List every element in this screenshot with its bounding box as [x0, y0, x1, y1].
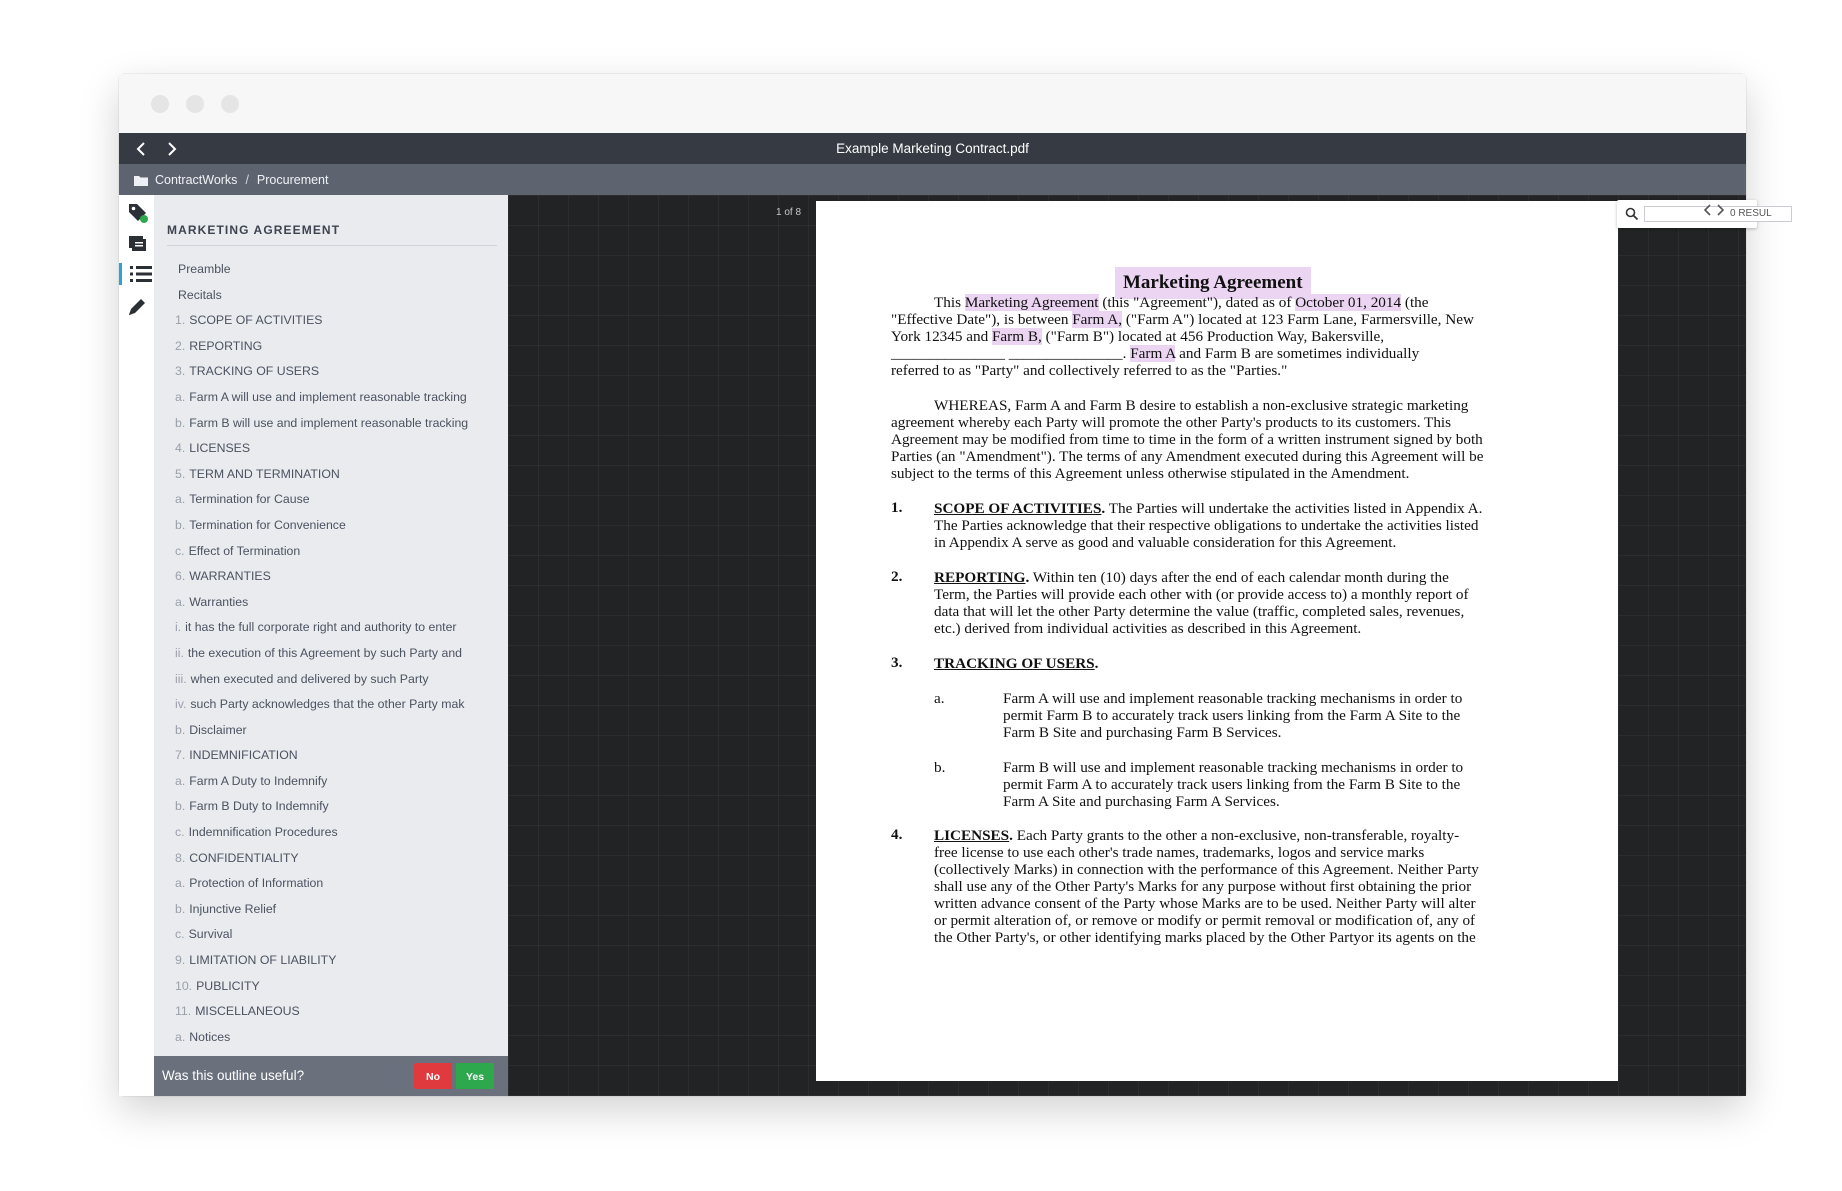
text-run: referred to as "Party" and collectively referred to as the "Parties." [891, 362, 1288, 379]
section-line: data that will let the other Party determine the value (traffic, completed sales, revenues, [934, 603, 1465, 620]
section-title-period: . [1101, 500, 1106, 517]
outline-item[interactable] [154, 794, 508, 820]
outline-item-label: Termination for Convenience [189, 517, 346, 532]
minimize-traffic-light[interactable] [186, 95, 204, 113]
feedback-no-button[interactable]: No [414, 1063, 452, 1089]
document-title: Example Marketing Contract.pdf [836, 141, 1029, 156]
outline-item[interactable] [154, 334, 508, 360]
outline-list-icon[interactable] [119, 263, 151, 285]
outline-item-label: TERM AND TERMINATION [189, 466, 340, 481]
outline-item[interactable] [154, 411, 508, 437]
outline-item[interactable] [154, 1025, 508, 1051]
section-line [934, 568, 1449, 588]
outline-item-label: Farm B Duty to Indemnify [189, 799, 329, 814]
outline-item-number: c. [175, 543, 185, 558]
outline-item-number: 3. [175, 364, 186, 379]
recitals-line: Parties (an "Amendment"). The terms of any Amendment executed during this Agreement will be [891, 448, 1484, 465]
section-line: etc.) derived from individual activities as described in this Agreement. [934, 620, 1362, 637]
outline-item[interactable] [154, 769, 508, 795]
recitals-line: WHEREAS, Farm A and Farm B desire to establish a non-exclusive strategic marketing [934, 397, 1469, 414]
section-line [934, 654, 1098, 674]
text-run: _______________ _______________. [891, 345, 1131, 362]
outline-item-label: Warranties [189, 594, 249, 609]
outline-item-label: Indemnification Procedures [188, 825, 338, 840]
subsection-letter: b. [934, 759, 946, 776]
text-run: This [934, 294, 965, 311]
outline-item-number: a. [175, 773, 186, 788]
outline-item-label: CONFIDENTIALITY [189, 850, 299, 865]
outline-item[interactable] [154, 257, 508, 283]
outline-item-number: 9. [175, 953, 186, 968]
section-line: written advance consent of the Party whose Marks are to be used. Neither Party will alter [934, 895, 1476, 912]
search-icon [1625, 207, 1639, 221]
outline-item-number: 6. [175, 569, 186, 584]
subsection-line: permit Farm A to accurately track users linking from the Farm B Site to the [1003, 776, 1461, 793]
pen-edit-icon[interactable] [126, 296, 148, 318]
outline-item-number: 11. [175, 1004, 192, 1019]
section-title: REPORTING [934, 569, 1026, 586]
feedback-question: Was this outline useful? [162, 1068, 305, 1083]
zoom-traffic-light[interactable] [221, 95, 239, 113]
outline-item[interactable] [154, 948, 508, 974]
outline-item-number: b. [175, 901, 186, 916]
outline-item-label: such Party acknowledges that the other Party mak [190, 697, 465, 712]
outline-item[interactable] [154, 615, 508, 641]
outline-item-label: Protection of Information [189, 876, 324, 891]
outline-item[interactable] [154, 359, 508, 385]
document-viewer [508, 195, 1772, 1096]
outline-item[interactable] [154, 462, 508, 488]
outline-item-label: Preamble [178, 262, 231, 276]
highlighted-term[interactable]: October 01, 2014 [1295, 294, 1402, 311]
outline-item-number: 7. [175, 748, 186, 763]
outline-item-number: b. [175, 415, 186, 430]
outline-item[interactable] [154, 922, 508, 948]
outline-item-label: when executed and delivered by such Party [190, 671, 429, 686]
section-number: 3. [891, 654, 903, 671]
outline-item-label: Disclaimer [189, 722, 247, 737]
outline-item-label: PUBLICITY [196, 978, 260, 993]
close-traffic-light[interactable] [151, 95, 169, 113]
text-run: and Farm B are sometimes individually [1175, 345, 1420, 362]
outline-item-label: LIMITATION OF LIABILITY [189, 953, 337, 968]
search-prev-icon[interactable] [1703, 203, 1713, 220]
outline-item-number: c. [175, 825, 185, 840]
outline-item-number: a. [175, 876, 186, 891]
outline-item-label: TRACKING OF USERS [189, 364, 320, 379]
outline-feedback-bar [154, 1056, 508, 1096]
outline-item-label: it has the full corporate right and authority to enter [185, 620, 457, 635]
outline-item-number: iv. [175, 697, 187, 712]
outline-panel [154, 195, 508, 1096]
breadcrumb-item-current[interactable]: Procurement [256, 173, 329, 187]
outline-item-label: LICENSES [189, 441, 251, 456]
outline-title: MARKETING AGREEMENT [167, 223, 497, 246]
outline-item[interactable] [154, 385, 508, 411]
outline-item-number: 4. [175, 441, 186, 456]
section-title: LICENSES [934, 827, 1010, 844]
subsection-line: Farm B Site and purchasing Farm B Services. [1003, 724, 1282, 741]
folder-icon [133, 174, 149, 187]
outline-item[interactable] [154, 871, 508, 897]
section-line [934, 826, 1459, 846]
outline-item-label: the execution of this Agreement by such Party and [187, 645, 463, 660]
outline-item-number: c. [175, 927, 185, 942]
outline-item-label: MISCELLANEOUS [195, 1004, 300, 1019]
feedback-yes-button[interactable]: Yes [456, 1063, 494, 1089]
outline-item-number: a. [175, 492, 186, 507]
section-line: in Appendix A serve as good and valuable consideration for this Agreement. [934, 534, 1397, 551]
outline-item[interactable] [154, 667, 508, 693]
outline-item[interactable] [154, 820, 508, 846]
outline-item[interactable] [154, 590, 508, 616]
outline-item-label: Injunctive Relief [189, 901, 277, 916]
breadcrumb-separator: / [245, 173, 249, 187]
document-heading: Marketing Agreement [1115, 267, 1311, 299]
section-number: 1. [891, 499, 903, 516]
section-title: TRACKING OF USERS [934, 655, 1095, 672]
outline-item-label: WARRANTIES [189, 569, 271, 584]
outline-item-number: b. [175, 799, 186, 814]
recitals-line: agreement whereby each Party will promote the other Party's products to its customers. This [891, 414, 1452, 431]
highlighted-term[interactable]: Farm A, [1072, 311, 1123, 328]
subsection-line: Farm A Site and purchasing Farm A Services. [1003, 793, 1280, 810]
outline-item-number: b. [175, 517, 186, 532]
outline-item[interactable] [154, 641, 508, 667]
section-line [934, 499, 1482, 519]
outline-item-number: a. [175, 1029, 186, 1044]
outline-item-label: Farm B will use and implement reasonable tracking [189, 415, 469, 430]
outline-item[interactable] [154, 974, 508, 1000]
section-title-period: . [1094, 655, 1099, 672]
outline-item-number: a. [175, 389, 186, 404]
outline-item[interactable] [154, 513, 508, 539]
outline-list [154, 257, 508, 1076]
outline-item-number: 10. [175, 978, 193, 993]
section-line: (collectively Marks) in connection with the performance of this Agreement. Neither Party [934, 861, 1479, 878]
subsection-line: Farm A will use and implement reasonable tracking mechanisms in order to [1003, 690, 1463, 707]
subsection-line: Farm B will use and implement reasonable tracking mechanisms in order to [1003, 759, 1464, 776]
section-title: SCOPE OF ACTIVITIES [934, 500, 1102, 517]
outline-item-label: Termination for Cause [189, 492, 310, 507]
outline-item[interactable] [154, 718, 508, 744]
text-run: Within ten (10) days after the end of each calendar month during the [1029, 569, 1449, 586]
outline-item[interactable] [154, 743, 508, 769]
outline-item[interactable] [154, 308, 508, 334]
text-run: (this "Agreement"), dated as of [1098, 294, 1296, 311]
text-run: The Parties will undertake the activities listed in Appendix A. [1105, 500, 1483, 517]
outline-item[interactable] [154, 999, 508, 1025]
section-title-period: . [1025, 569, 1030, 586]
tags-icon[interactable] [126, 201, 148, 223]
text-run: York 12345 and [891, 328, 992, 345]
outline-item-number: 1. [175, 313, 186, 328]
section-line: or permit alteration of, or remove or modify or permit removal or modification of, any of [934, 912, 1476, 929]
outline-item-label: Farm A Duty to Indemnify [189, 773, 328, 788]
outline-item-number: 5. [175, 466, 186, 481]
section-line: the Other Party's, or other identifying marks placed by the Other Partyor its agents on the [934, 929, 1476, 946]
subsection-letter: a. [934, 690, 945, 707]
outline-item-label: REPORTING [189, 338, 263, 353]
outline-item[interactable] [154, 436, 508, 462]
documents-stack-icon[interactable] [126, 232, 148, 254]
section-line: The Parties acknowledge that their respective obligations to undertake the activities listed [934, 517, 1479, 534]
outline-item[interactable] [154, 897, 508, 923]
outline-item-number: ii. [175, 645, 184, 660]
outline-item[interactable] [154, 539, 508, 565]
tool-icon-bar [119, 195, 155, 1096]
text-run: ("Farm A") located at 123 Farm Lane, Farmersville, New [1122, 311, 1474, 328]
recitals-line: subject to the terms of this Agreement unless otherwise stipulated in the Amendment. [891, 465, 1410, 482]
section-title-period: . [1009, 827, 1013, 844]
outline-item-number: 2. [175, 338, 186, 353]
pdf-page [816, 201, 1618, 1081]
text-run: ("Farm B") located at 456 Production Way, Bakersville, [1041, 328, 1385, 345]
outline-item-label: Notices [189, 1029, 231, 1044]
preamble-line [891, 361, 1287, 381]
outline-item-number: i. [175, 620, 182, 635]
search-results-count: 0 RESUL [1730, 208, 1772, 219]
section-line: Term, the Parties will provide each other with (or provide access to) a monthly report of [934, 586, 1469, 603]
outline-item[interactable] [154, 283, 508, 309]
outline-item-number: iii. [175, 671, 187, 686]
outline-item[interactable] [154, 487, 508, 513]
outline-item[interactable] [154, 846, 508, 872]
breadcrumb [119, 164, 1746, 195]
search-next-icon[interactable] [1715, 203, 1725, 220]
outline-item-label: Farm A will use and implement reasonable tracking [189, 389, 467, 404]
outline-item[interactable] [154, 564, 508, 590]
highlighted-term[interactable]: Farm B, [991, 328, 1042, 345]
outline-item-label: Recitals [178, 287, 222, 302]
app-window [119, 74, 1772, 1096]
title-bar [119, 133, 1746, 164]
text-run: Each Party grants to the other a non-exclusive, non-transferable, royalty- [1012, 827, 1460, 844]
section-line: free license to use each other's trade names, trademarks, logos and service marks [934, 844, 1425, 861]
recitals-line: Agreement may be modified from time to time in the form of a written instrument signed by both [891, 431, 1483, 448]
section-number: 4. [891, 826, 903, 843]
page-indicator: 1 of 8 [776, 207, 802, 218]
outline-item-label: INDEMNIFICATION [189, 748, 298, 763]
outline-item-number: a. [175, 594, 186, 609]
outline-item-number: b. [175, 722, 186, 737]
subsection-line: permit Farm B to accurately track users linking from the Farm A Site to the [1003, 707, 1461, 724]
outline-item[interactable] [154, 692, 508, 718]
section-number: 2. [891, 568, 903, 585]
outline-item-label: Effect of Termination [188, 543, 301, 558]
highlighted-term[interactable]: Farm A [1130, 345, 1176, 362]
window-chrome [119, 74, 1746, 134]
breadcrumb-item-root[interactable]: ContractWorks [155, 173, 238, 187]
outline-item-label: SCOPE OF ACTIVITIES [189, 313, 323, 328]
text-run: (the [1401, 294, 1429, 311]
text-run: "Effective Date"), is between [891, 311, 1073, 328]
outline-item-label: Survival [188, 927, 233, 942]
section-line: shall use any of the Other Party's Marks for any purpose without first obtaining the prior [934, 878, 1472, 895]
highlighted-term[interactable]: Marketing Agreement [964, 294, 1099, 311]
outline-item-number: 8. [175, 850, 186, 865]
